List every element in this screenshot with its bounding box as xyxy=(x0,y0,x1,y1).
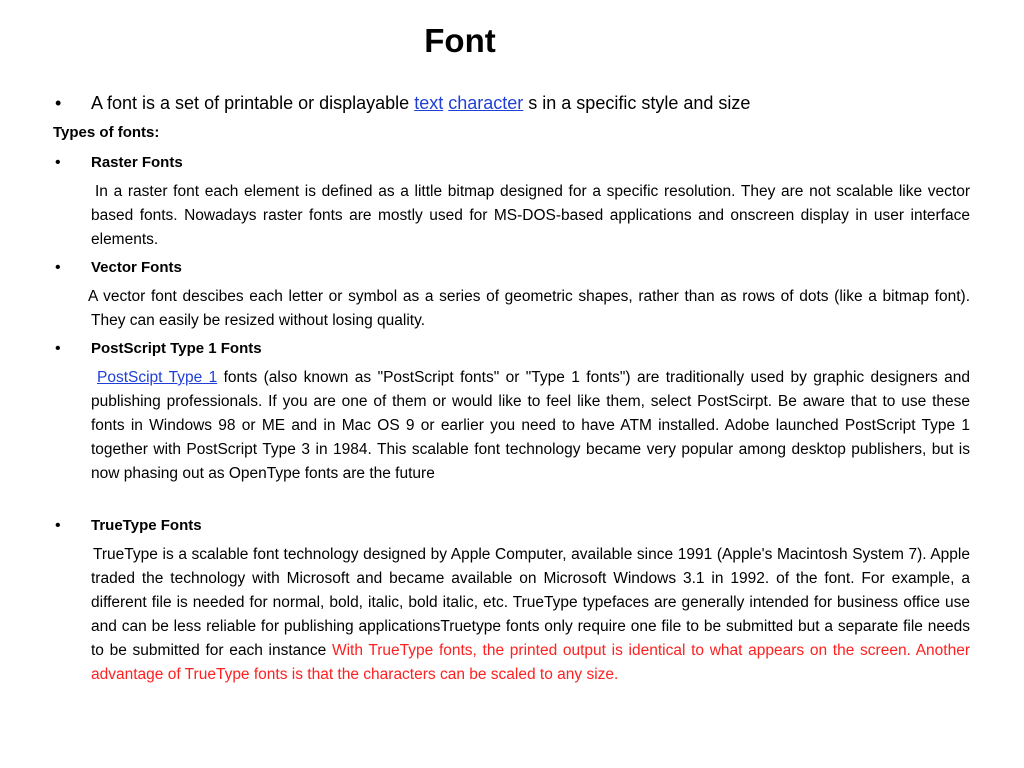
section-heading-truetype: TrueType Fonts xyxy=(91,517,202,534)
intro-text-before: A font is a set of printable or displayable xyxy=(91,93,415,113)
section-heading-raster: Raster Fonts xyxy=(91,154,183,171)
types-heading: Types of fonts: xyxy=(53,124,160,141)
intro-line xyxy=(91,93,750,114)
bullet-marker: • xyxy=(55,154,61,171)
text-link[interactable]: text xyxy=(414,93,444,113)
section-body-postscript xyxy=(91,366,970,486)
truetype-body-text: TrueType is a scalable font technology designed by Apple Computer, available since 1991 (Apple's Macintosh System 7). Apple traded the technology with Microsoft and became available on Microsoft Windows 3.1 in 1992. of the font. For example, a different file is needed for normal, bold, italic, bold italic, etc. TrueType typefaces are generally intended for business office use and can be less reliable for publishing applicationsTruetype fonts only require one file to be submitted but a separate file needs to be submitted for each instance xyxy=(91,546,970,659)
character-link[interactable]: character xyxy=(448,93,524,113)
bullet-marker: • xyxy=(55,340,61,357)
section-heading-vector: Vector Fonts xyxy=(91,259,182,276)
section-body-raster: In a raster font each element is defined as a little bitmap designed for a specific resolution. They are not scalable like vector based fonts. Nowadays raster fonts are mostly used for MS-DOS-based applications and onscreen display in user interface elements. xyxy=(91,183,970,248)
section-body-truetype xyxy=(91,543,970,687)
intro-text-after: s in a specific style and size xyxy=(523,93,751,113)
section-body-vector: A vector font descibes each letter or symbol as a series of geometric shapes, rather than as rows of dots (like a bitmap font). They can easily be resized without losing quality. xyxy=(88,288,970,329)
postscript-type1-link[interactable]: PostScipt Type 1 xyxy=(97,369,218,386)
bullet-marker: • xyxy=(55,93,62,113)
bullet-marker: • xyxy=(55,259,61,276)
bullet-marker: • xyxy=(55,517,61,534)
slide-title: Font xyxy=(424,22,496,59)
postscript-body-text: fonts (also known as "PostScript fonts" or "Type 1 fonts") are traditionally used by graphic designers and publishing professionals. If you are one of them or would like to feel like them, select PostScirpt. Be aware that to use these fonts in Windows 98 or ME and in Mac OS 9 or earlier you need to have ATM installed. Adobe launched PostScript Type 1 together with PostScript Type 3 in 1984. This scalable font technology became very popular among desktop publishers, but is now phasing out as OpenType fonts are the future xyxy=(91,369,971,482)
truetype-highlight-text: With TrueType fonts, the printed output is identical to what appears on the screen. Another advantage of TrueType fonts is that the characters can be scaled to any size. xyxy=(91,642,970,683)
section-heading-postscript: PostScript Type 1 Fonts xyxy=(91,340,262,357)
